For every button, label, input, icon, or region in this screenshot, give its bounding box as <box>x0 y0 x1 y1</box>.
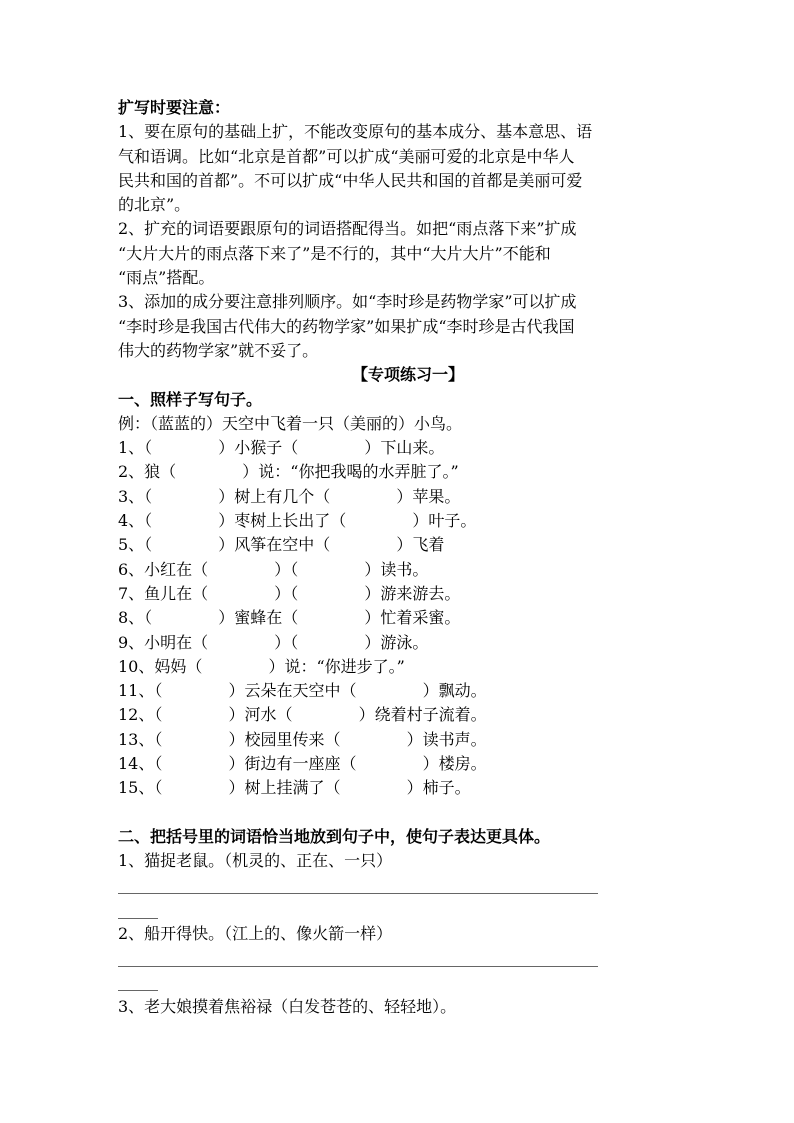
answer-line-tail[interactable]: _____ <box>118 972 158 992</box>
exercise-item: 4、（ ）枣树上长出了（ ）叶子。 <box>118 511 477 531</box>
exercise-item: 11、（ ）云朵在天空中（ ）飘动。 <box>118 681 487 701</box>
note-3-line: 3、添加的成分要注意排列顺序。如“李时珍是药物学家”可以扩成 <box>118 292 577 312</box>
note-1-line: 的北京”。 <box>118 195 191 215</box>
note-1-line: 气和语调。比如“北京是首都”可以扩成“美丽可爱的北京是中华人 <box>118 146 575 166</box>
exercise-item: 15、（ ）树上挂满了（ ）柿子。 <box>118 778 471 798</box>
answer-line[interactable]: ____________________________________________________________ <box>118 875 598 895</box>
section2-question: 3、老大娘摸着焦裕禄（白发苍苍的、轻轻地）。 <box>118 996 457 1016</box>
note-1-line: 民共和国的首都”。不可以扩成“中华人民共和国的首都是美丽可爱 <box>118 170 583 190</box>
exercise-item: 9、小明在（ ）（ ）游泳。 <box>118 632 429 652</box>
section1-example: 例：（蓝蓝的）天空中飞着一只（美丽的）小鸟。 <box>118 413 463 433</box>
answer-line-tail[interactable]: _____ <box>118 899 158 919</box>
exercise-item: 8、（ ）蜜蜂在（ ）忙着采蜜。 <box>118 608 461 628</box>
exercise-item: 3、（ ）树上有几个（ ）苹果。 <box>118 486 461 506</box>
exercise-item: 6、小红在（ ）（ ）读书。 <box>118 559 429 579</box>
section1-heading: 一、照样子写句子。 <box>118 389 263 409</box>
section2-question: 2、船开得快。（江上的、像火箭一样） <box>118 923 393 943</box>
exercise-item: 5、（ ）风筝在空中（ ）飞着 <box>118 535 445 555</box>
section1-items <box>118 436 698 800</box>
answer-line[interactable]: ____________________________________________________________ <box>118 948 598 968</box>
note-2-line: “雨点”搭配。 <box>118 268 215 288</box>
note-1-line: 1、要在原句的基础上扩，不能改变原句的基本成分、基本意思、语 <box>118 122 593 142</box>
exercise-item: 13、（ ）校园里传来（ ）读书声。 <box>118 729 487 749</box>
document-page <box>118 96 698 1019</box>
note-3-line: “李时珍是我国古代伟大的药物学家”如果扩成“李时珍是古代我国 <box>118 316 575 336</box>
section2-question: 1、猫捉老鼠。（机灵的、正在、一只） <box>118 850 393 870</box>
exercise-item: 14、（ ）街边有一座座（ ）楼房。 <box>118 754 487 774</box>
exercise-item: 7、鱼儿在（ ）（ ）游来游去。 <box>118 583 461 603</box>
note-3 <box>118 290 698 363</box>
note-1 <box>118 120 698 217</box>
exercise-item: 12、（ ）河水（ ）绕着村子流着。 <box>118 705 487 725</box>
note-2-line: 2、扩充的词语要跟原句的词语搭配得当。如把“雨点落下来”扩成 <box>118 219 577 239</box>
note-2 <box>118 217 698 290</box>
section2-heading: 二、把括号里的词语恰当地放到句子中，使句子表达更具体。 <box>118 826 551 846</box>
note-3-line: 伟大的药物学家”就不妥了。 <box>118 340 319 360</box>
exercise-item: 2、狼（ ）说：“你把我喝的水弄脏了。” <box>118 462 459 482</box>
notes-title: 扩写时要注意： <box>118 98 231 117</box>
exercise-item: 10、妈妈（ ）说：“你进步了。” <box>118 656 405 676</box>
exercise-item: 1、（ ）小猴子（ ）下山来。 <box>118 438 445 458</box>
spacer <box>118 801 698 825</box>
exercise-title: 【专项练习一】 <box>351 365 464 385</box>
note-2-line: “大片大片的雨点落下来了”是不行的，其中“大片大片”不能和 <box>118 243 551 263</box>
